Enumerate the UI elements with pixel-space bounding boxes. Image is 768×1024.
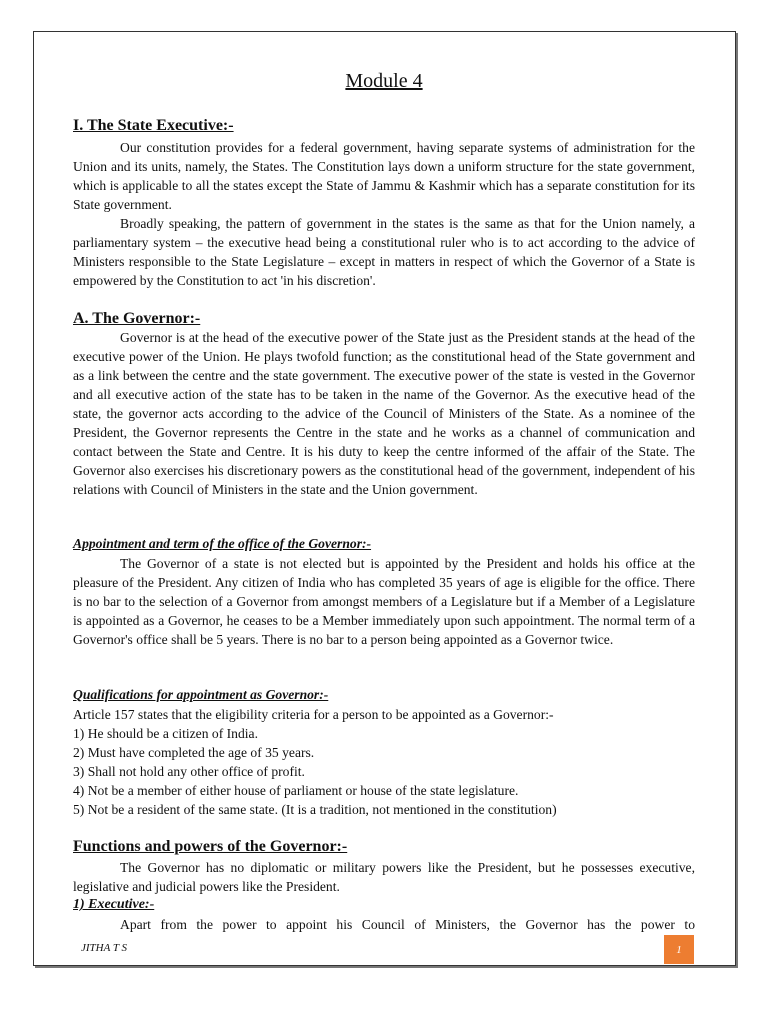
- list-item: 3) Shall not hold any other office of profit.: [73, 764, 305, 779]
- functions-text: [73, 858, 695, 896]
- qualifications-list: [73, 705, 695, 819]
- section-heading-governor: A. The Governor:-: [73, 310, 201, 327]
- state-executive-text: [73, 138, 695, 290]
- functions-heading: Functions and powers of the Governor:-: [73, 838, 348, 855]
- list-item: 5) Not be a resident of the same state. (It is a tradition, not mentioned in the constitution): [73, 802, 557, 817]
- footer-author: JITHA T S: [81, 942, 128, 954]
- paragraph: The Governor of a state is not elected but is appointed by the President and holds his office at the pleasure of the President. Any citizen of India who has completed 35 years of age is eligible for the office. There is no bar to the selection of a Governor from amongst members of a Legislature but if a Member of a Legislature is appointed as a Governor, he ceases to be a Member immediately upon such appointment. The normal term of a Governor's office shall be 5 years. There is no bar to a person being appointed as a Governor twice.: [73, 556, 695, 647]
- paragraph: The Governor has no diplomatic or military powers like the President, but he possesses executive, legislative and judicial powers like the President.: [73, 860, 695, 894]
- paragraph: Apart from the power to appoint his Council of Ministers, the Governor has the power to: [120, 917, 695, 932]
- list-item: 2) Must have completed the age of 35 years.: [73, 745, 315, 760]
- list-item: 1) He should be a citizen of India.: [73, 726, 258, 741]
- list-item: 4) Not be a member of either house of parliament or house of the state legislature.: [73, 783, 519, 798]
- paragraph: Governor is at the head of the executive power of the State just as the President stands at the head of the executive power of the Union. He plays twofold function; as the constitutional head of the State government and as a link between the centre and the state government. The executive power of the state is vested in the Governor and all executive action of the state has to be taken in the name of the Governor. As the executive head of the state, the governor acts according to the advice of the Council of Ministers of the State. As a nominee of the President, the Governor represents the Centre in the state and he works as a channel of communication and contact between the State and Centre. It is his duty to keep the centre informed of the affair of the State. The Governor also exercises his discretionary powers as the constitutional head of the government, independent of his relations with Council of Ministers in the state and the Union government.: [73, 330, 695, 497]
- executive-subheading: 1) Executive:-: [73, 897, 155, 912]
- appointment-text: [73, 554, 695, 649]
- page-number: 1: [664, 935, 694, 964]
- executive-text: [73, 915, 695, 934]
- qualifications-heading: Qualifications for appointment as Governor:-: [73, 687, 329, 702]
- paragraph: Broadly speaking, the pattern of government in the states is the same as that for the Union namely, a parliamentary system – the executive head being a constitutional ruler who is to act according to the advice of Ministers responsible to the State Legislature – except in matters in respect of which the Governor of a State is empowered by the Constitution to act 'in his discretion'.: [73, 216, 695, 288]
- section-heading-state-executive: I. The State Executive:-: [73, 117, 234, 134]
- page-title: Module 4: [345, 70, 423, 92]
- paragraph: Our constitution provides for a federal government, having separate systems of administration for the Union and its units, namely, the States. The Constitution lays down a uniform structure for the state government, which is applicable to all the states except the State of Jammu & Kashmir which has a separate constitution for its State government.: [73, 140, 695, 212]
- appointment-heading: Appointment and term of the office of the Governor:-: [73, 536, 372, 551]
- governor-text: [73, 328, 695, 499]
- qualifications-intro: Article 157 states that the eligibility criteria for a person to be appointed as a Governor:-: [73, 707, 554, 722]
